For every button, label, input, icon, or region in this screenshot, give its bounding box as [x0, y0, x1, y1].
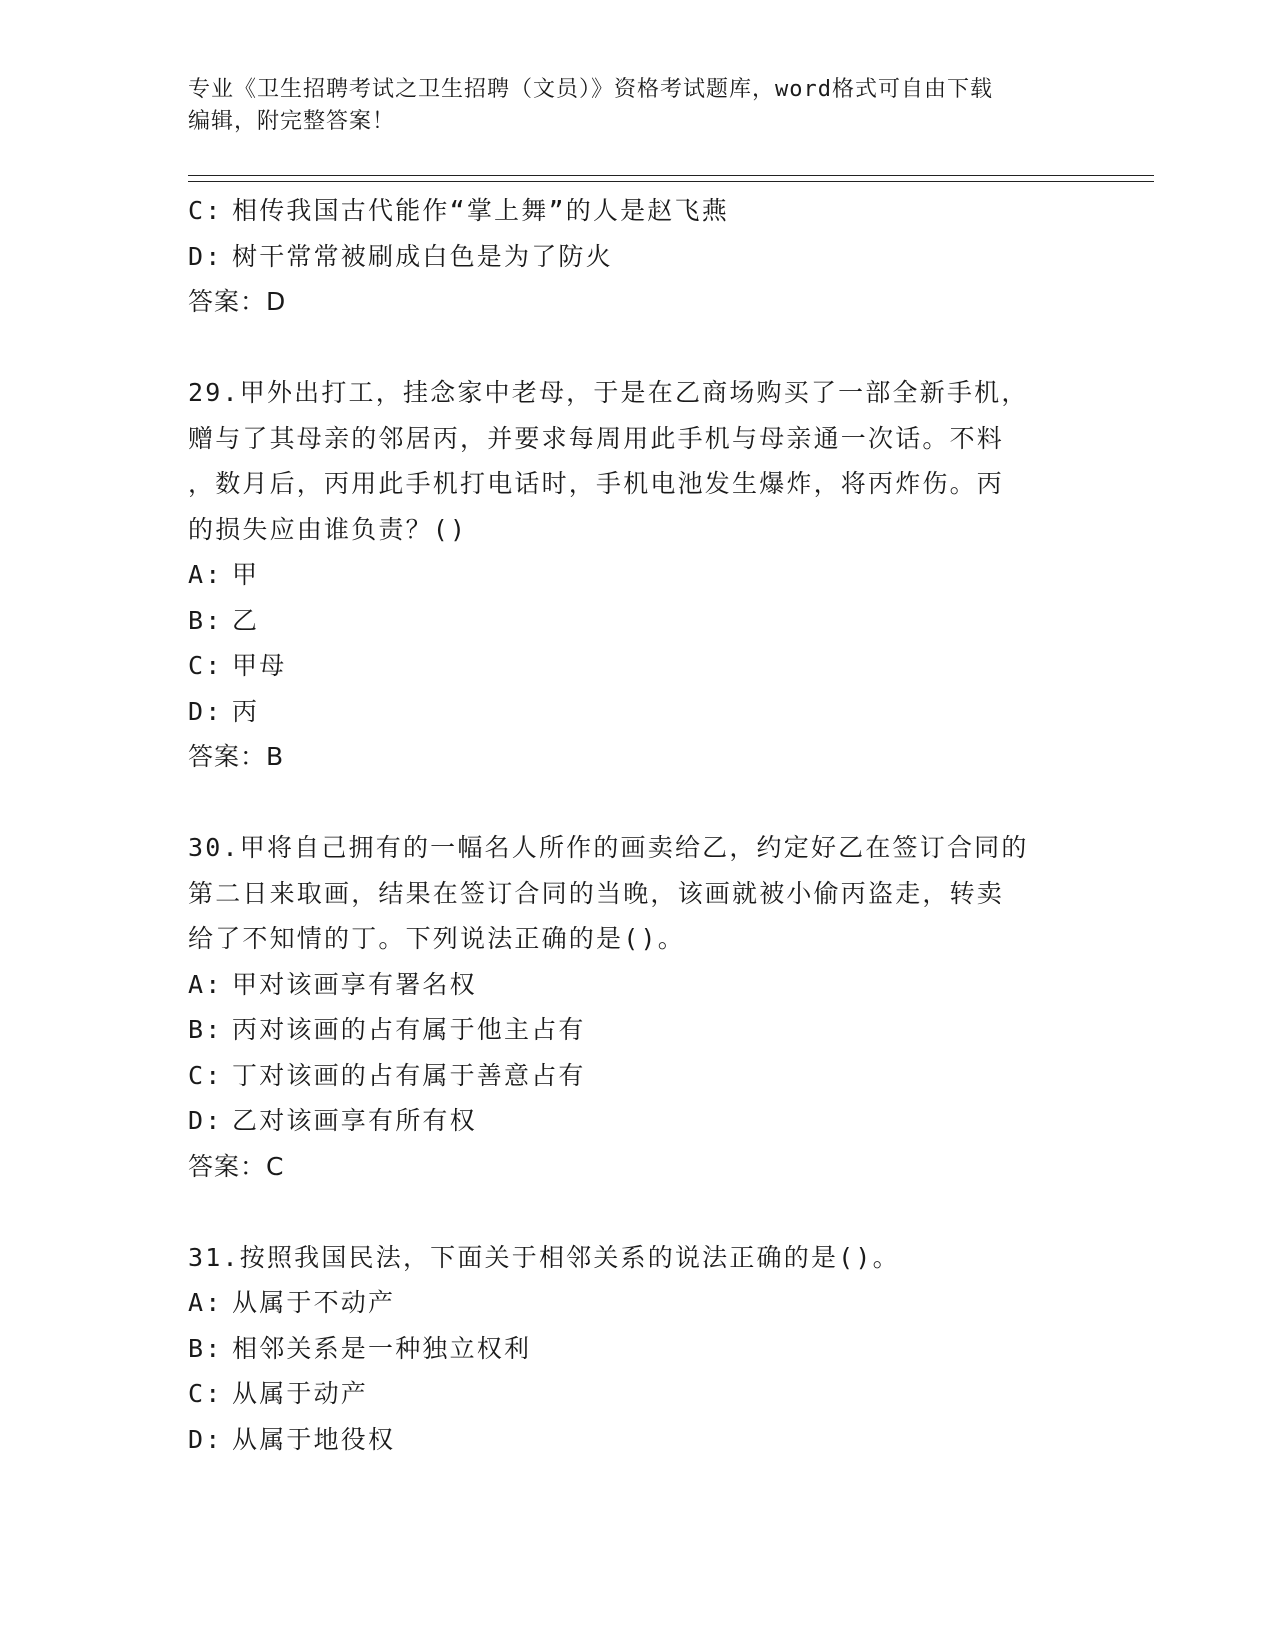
- option-b: [188, 1007, 1088, 1053]
- option-key: B:: [188, 1015, 223, 1044]
- option-key: D:: [188, 1424, 223, 1454]
- option-key: C:: [188, 1060, 223, 1090]
- option-key: B:: [188, 605, 223, 635]
- option-text: 丙: [232, 696, 260, 726]
- option-text: 从属于动产: [232, 1379, 369, 1408]
- option-text: 丁对该画的占有属于善意占有: [232, 1060, 586, 1090]
- option-key: C:: [188, 196, 223, 225]
- option-a: [188, 1280, 1088, 1326]
- spacer: [188, 1189, 1088, 1235]
- document-header: [188, 74, 1088, 138]
- option-text: 甲对该画享有署名权: [232, 969, 477, 999]
- option-c: [188, 1053, 1088, 1099]
- spacer: [188, 780, 1088, 826]
- option-text: 从属于地役权: [232, 1424, 396, 1454]
- question-text: 30.甲将自己拥有的一幅名人所作的画卖给乙，约定好乙在签订合同的: [188, 833, 1029, 862]
- option-d: [188, 234, 1088, 280]
- question-text: 31.按照我国民法，下面关于相邻关系的说法正确的是()。: [188, 1242, 900, 1272]
- option-text: 从属于不动产: [232, 1288, 396, 1317]
- option-key: B:: [188, 1333, 223, 1363]
- question-text: ，数月后，丙用此手机打电话时，手机电池发生爆炸，将丙炸伤。丙: [188, 469, 1005, 498]
- option-key: D:: [188, 1106, 223, 1135]
- option-text: 相邻关系是一种独立权利: [232, 1333, 532, 1363]
- question-prev: [188, 188, 1088, 325]
- header-line: 专业《卫生招聘考试之卫生招聘（文员）》资格考试题库，word格式可自由下载: [188, 77, 993, 102]
- option-key: D:: [188, 241, 223, 271]
- option-text: 相传我国古代能作“掌上舞”的人是赵飞燕: [232, 196, 729, 225]
- option-a: [188, 552, 1088, 598]
- question-text: 29.甲外出打工，挂念家中老母，于是在乙商场购买了一部全新手机，: [188, 378, 1029, 407]
- question-29: [188, 370, 1088, 780]
- option-a: [188, 962, 1088, 1008]
- option-key: C:: [188, 1379, 223, 1408]
- header-rule: [188, 175, 1154, 176]
- answer: 答案：C: [188, 1151, 285, 1181]
- option-c: [188, 188, 1088, 234]
- option-text: 甲: [232, 560, 260, 589]
- question-text: 给了不知情的丁。下列说法正确的是()。: [188, 924, 685, 953]
- answer: 答案：B: [188, 742, 285, 771]
- spacer: [188, 325, 1088, 371]
- question-content: [188, 188, 1088, 1462]
- option-key: C:: [188, 651, 223, 680]
- option-key: A:: [188, 1288, 223, 1317]
- option-d: [188, 1417, 1088, 1463]
- option-c: [188, 1371, 1088, 1417]
- option-d: [188, 1098, 1088, 1144]
- option-key: D:: [188, 696, 223, 726]
- option-d: [188, 689, 1088, 735]
- option-text: 乙: [232, 605, 260, 635]
- option-text: 甲母: [232, 651, 287, 680]
- option-key: A:: [188, 969, 223, 999]
- question-31: [188, 1235, 1088, 1463]
- question-text: 赠与了其母亲的邻居丙，并要求每周用此手机与母亲通一次话。不料: [188, 423, 1005, 453]
- option-text: 树干常常被刷成白色是为了防火: [232, 241, 613, 271]
- header-rule: [188, 181, 1154, 182]
- option-b: [188, 1326, 1088, 1372]
- header-line: 编辑，附完整答案！: [188, 109, 396, 134]
- question-text: 第二日来取画，结果在签订合同的当晚，该画就被小偷丙盗走，转卖: [188, 878, 1005, 908]
- option-text: 丙对该画的占有属于他主占有: [232, 1015, 586, 1044]
- question-text: 的损失应由谁负责？(): [188, 514, 468, 544]
- option-b: [188, 598, 1088, 644]
- option-c: [188, 643, 1088, 689]
- question-30: [188, 825, 1088, 1189]
- option-text: 乙对该画享有所有权: [232, 1106, 477, 1135]
- option-key: A:: [188, 560, 223, 589]
- answer: 答案：D: [188, 287, 287, 316]
